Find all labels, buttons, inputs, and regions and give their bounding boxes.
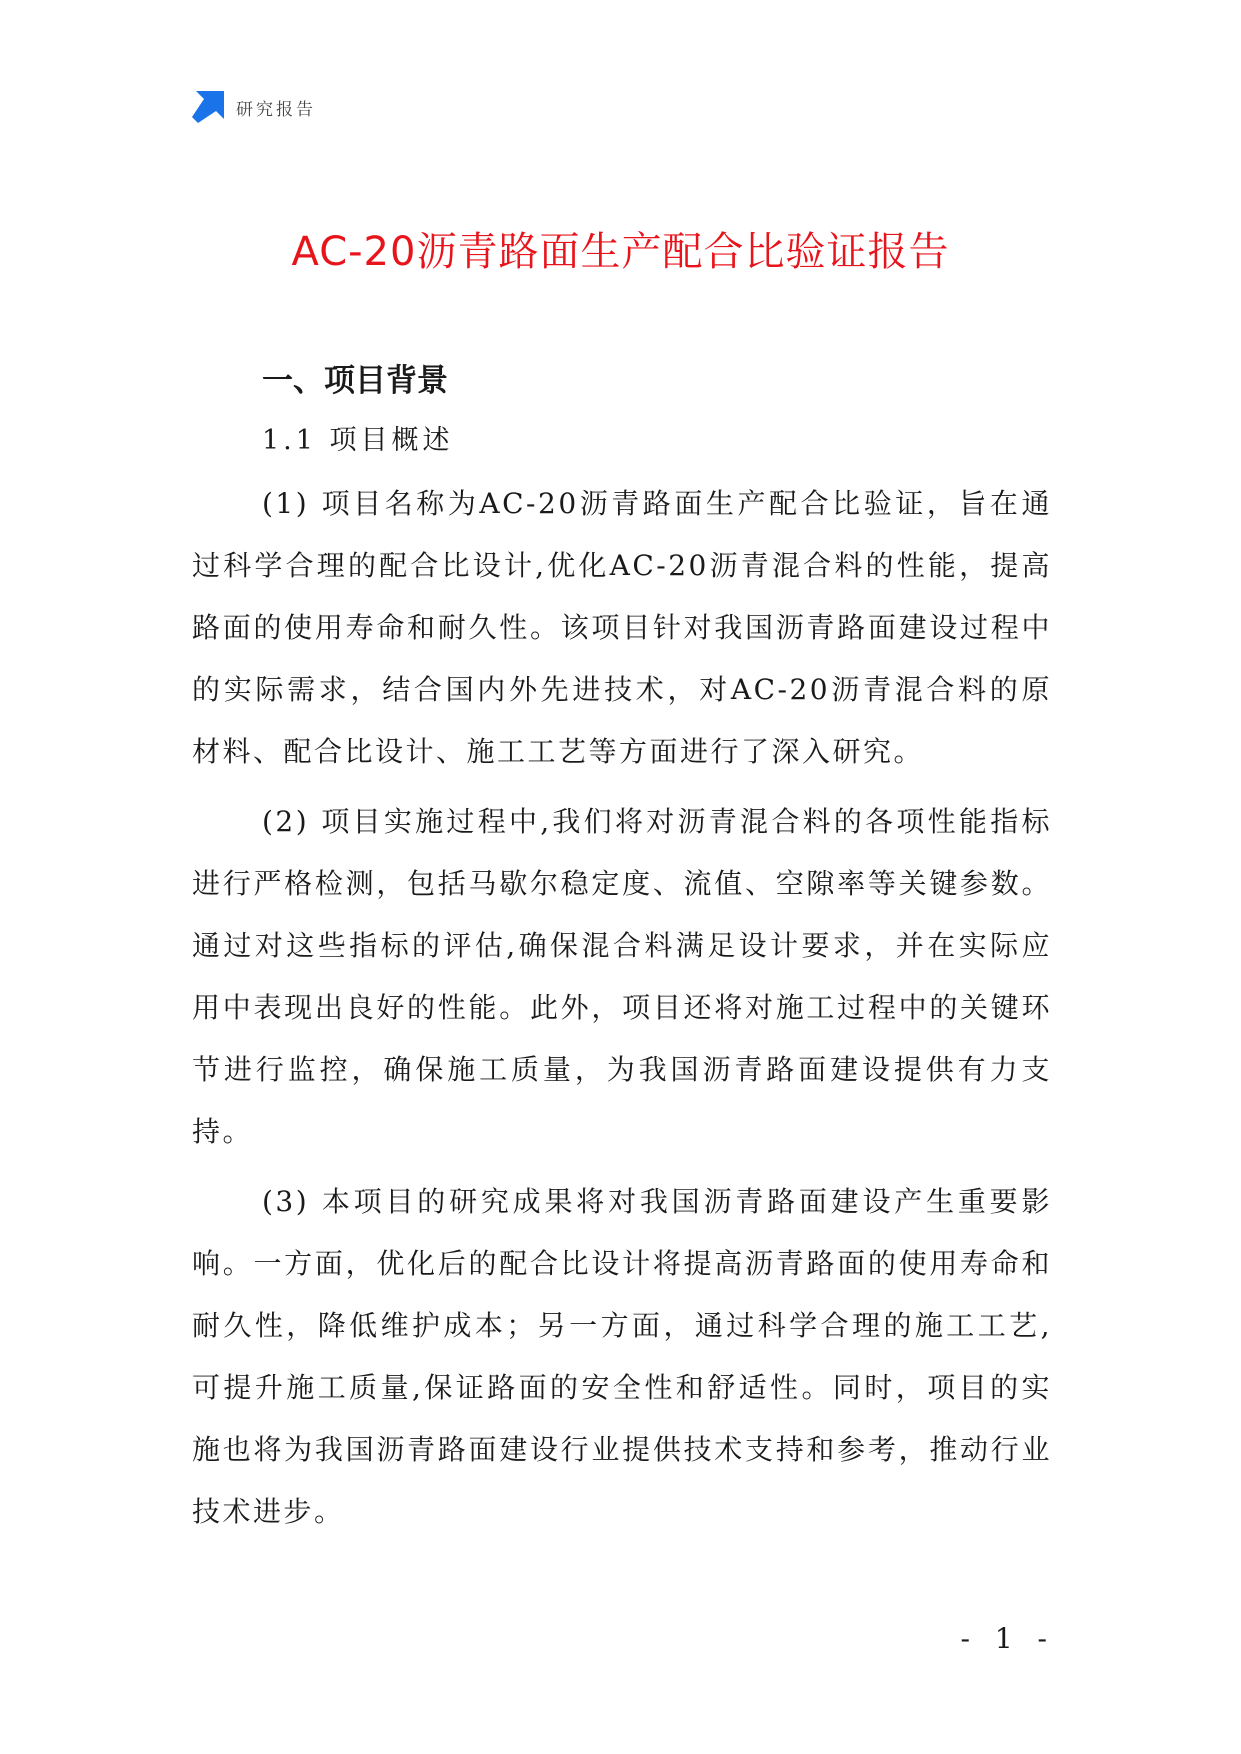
paragraph-3: (3) 本项目的研究成果将对我国沥青路面建设产生重要影响。一方面，优化后的配合比设计将提高沥青路面的使用寿命和耐久性，降低维护成本；另一方面，通过科学合理的施工工艺,可提升施工质量,保证路面的安全性和舒适性。同时，项目的实施也将为我国沥青路面建设行业提供技术支持和参考，推动行业技术进步。 (192, 1185, 1052, 1528)
section-heading: 一、项目背景 (262, 363, 448, 399)
paragraph-1: (1) 项目名称为AC-20沥青路面生产配合比验证，旨在通过科学合理的配合比设计,优化AC-20沥青混合料的性能，提高路面的使用寿命和耐久性。该项目针对我国沥青路面建设过程中的实际需求，结合国内外先进技术，对AC-20沥青混合料的原材料、配合比设计、施工工艺等方面进行了深入研究。 (192, 487, 1052, 768)
paragraph-2: (2) 项目实施过程中,我们将对沥青混合料的各项性能指标进行严格检测，包括马歇尔稳定度、流值、空隙率等关键参数。通过对这些指标的评估,确保混合料满足设计要求，并在实际应用中表现出良好的性能。此外，项目还将对施工过程中的关键环节进行监控，确保施工质量，为我国沥青路面建设提供有力支持。 (192, 805, 1052, 1148)
header-label: 研究报告 (236, 99, 316, 120)
subsection-heading: 1.1 项目概述 (262, 425, 454, 456)
document-body (192, 355, 1052, 1543)
page-header (192, 90, 316, 124)
page-number: - 1 - (960, 1622, 1055, 1655)
arrow-up-right-icon (192, 91, 224, 123)
document-title: AC-20沥青路面生产配合比验证报告 (291, 229, 950, 275)
